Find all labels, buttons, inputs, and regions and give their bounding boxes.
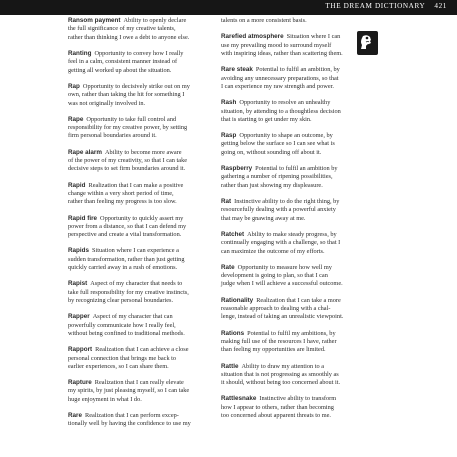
entry-term: Ranting	[68, 49, 92, 57]
entry-definition: going on, without sounding off about it.	[221, 148, 322, 156]
entry-term: Rapture	[68, 379, 92, 387]
entry-line	[221, 198, 353, 206]
entry-line	[68, 379, 200, 387]
entry-definition: that may be gnawing away at me.	[221, 214, 306, 222]
continued-text: talents on a more consistent basis.	[221, 17, 307, 24]
entry-term: Ransom payment	[68, 17, 121, 24]
dictionary-entry	[221, 132, 353, 157]
running-header	[0, 0, 457, 15]
entry-definition: how I appear to others, rather than becoming	[221, 403, 334, 411]
entry-definition: my spirits, by just pleasing myself, so I can take	[68, 387, 190, 395]
entry-definition: Realization that I can take a more	[256, 296, 341, 304]
entry-line	[68, 355, 200, 363]
dictionary-entry	[221, 33, 353, 58]
entry-definition: it should, without being too concerned about it.	[221, 379, 341, 387]
entry-term: Rapport	[68, 346, 93, 354]
entry-line	[68, 256, 200, 264]
entry-definition: getting all worked up about the situation.	[68, 66, 172, 74]
entry-line	[221, 132, 353, 140]
entry-definition: Potential to fulfil an ambition by	[255, 165, 338, 173]
entry-definition: Ability to draw my attention to a	[241, 362, 325, 370]
dictionary-entry	[68, 215, 200, 240]
entry-definition: sudden transformation, rather than just getting	[68, 255, 185, 263]
entry-definition: rather than just showing my displeasure.	[221, 181, 323, 189]
entry-line	[68, 313, 200, 321]
entry-term: Rate	[221, 263, 235, 271]
dictionary-entry	[221, 330, 353, 355]
entry-line	[68, 420, 200, 428]
entry-definition: without being confined to traditional methods.	[68, 329, 185, 337]
entry-term: Raspberry	[221, 165, 253, 173]
entry-line	[68, 322, 200, 330]
entry-term: Rapid	[68, 181, 86, 189]
entry-line	[68, 83, 200, 91]
entry-line	[221, 338, 353, 346]
entry-line	[68, 182, 200, 190]
entry-definition: tionally well by having the confidence to use my	[68, 420, 191, 428]
entry-line	[68, 50, 200, 58]
entry-definition: Situation where I can	[286, 33, 341, 41]
entry-line	[221, 346, 353, 354]
entry-definition: rather than feeling my progress is too slow.	[68, 198, 177, 206]
entry-definition: Opportunity to resolve an unhealthy	[239, 99, 331, 107]
entry-definition: responsibility for my creative power, by setting	[68, 124, 188, 132]
entry-term: Rationality	[221, 296, 254, 304]
entry-definition: own, rather than taking the hit for something I	[68, 91, 185, 99]
entry-line	[221, 182, 353, 190]
entry-definition: change within a very short period of time,	[68, 189, 174, 197]
entry-line	[221, 165, 353, 173]
entry-term: Rapids	[68, 247, 89, 255]
entry-definition: Ability to become more aware	[104, 148, 182, 156]
dictionary-entry	[221, 363, 353, 388]
entry-definition: judge when I will achieve a successful outcome.	[221, 280, 343, 288]
entry-definition: Aspect of my character that can	[92, 313, 173, 321]
entry-line	[68, 165, 200, 173]
entry-term: Ratchet	[221, 230, 245, 238]
entry-line	[68, 124, 200, 132]
dictionary-entry	[221, 231, 353, 256]
entry-definition: was not originally involved in.	[68, 99, 146, 107]
entry-line	[221, 379, 353, 387]
entry-definition: than feeling my opportunities are limited.	[221, 346, 326, 354]
entry-definition: Realization that I can make a positive	[88, 181, 184, 189]
entry-term: Rat	[221, 197, 232, 205]
entry-term: Rattlesnake	[221, 395, 257, 403]
entry-definition: too concerned about apparent threats to me.	[221, 412, 331, 420]
entry-definition: of the power of my creativity, so that I can take	[68, 157, 188, 165]
entry-line	[221, 42, 353, 50]
entry-definition: Realization that I can perform excep-	[85, 412, 179, 420]
book-title: THE DREAM DICTIONARY	[325, 2, 425, 10]
dictionary-entry	[221, 66, 353, 91]
entry-definition: Ability to openly declare	[123, 17, 187, 24]
entry-definition: situation that is not progressing as smoothly as	[221, 370, 339, 378]
dictionary-tab-icon	[357, 31, 378, 55]
entry-line	[68, 58, 200, 66]
entry-line	[221, 395, 353, 403]
dictionary-entry	[68, 182, 200, 207]
entry-line	[68, 247, 200, 255]
entry-definition: personal connection that brings me back to	[68, 354, 177, 362]
dictionary-entry	[221, 165, 353, 190]
entry-term: Rapid fire	[68, 214, 98, 222]
entry-term: Rattle	[221, 362, 239, 370]
entry-definition: continually engaging with a challenge, so that I	[221, 239, 341, 247]
entry-definition: gathering a number of ripening possibilities,	[221, 173, 333, 181]
entry-line	[221, 33, 353, 41]
entry-definition: Opportunity to shape an outcome, by	[239, 132, 333, 140]
dictionary-entry	[221, 99, 353, 124]
dictionary-entry	[68, 50, 200, 75]
entry-line	[221, 264, 353, 272]
right-column	[221, 17, 353, 428]
entry-term: Rape alarm	[68, 148, 102, 156]
entry-line	[221, 206, 353, 214]
entry-line	[221, 371, 353, 379]
entry-line	[221, 50, 353, 58]
entry-term: Rapper	[68, 313, 90, 321]
entry-line	[221, 412, 353, 420]
entry-line	[68, 17, 200, 25]
entry-line	[68, 280, 200, 288]
entry-term: Rare steak	[221, 66, 253, 74]
entry-term: Rash	[221, 99, 237, 107]
entry-term: Rarefied atmosphere	[221, 33, 284, 41]
entry-line	[68, 231, 200, 239]
entry-definition: power from a distance, so that I can defend my	[68, 222, 187, 230]
entry-line	[68, 346, 200, 354]
entry-definition: avoiding any unnecessary preparations, so that	[221, 74, 339, 82]
entry-definition: Opportunity to convey how I really	[94, 49, 184, 57]
entry-line	[221, 83, 353, 91]
dictionary-entry	[68, 280, 200, 305]
entry-definition: making full use of the resources I have, rather	[221, 337, 337, 345]
entry-definition: resourcefully dealing with a powerful anxiety	[221, 206, 336, 214]
dictionary-entry	[221, 198, 353, 223]
entry-term: Rapist	[68, 280, 88, 288]
entry-definition: quickly carried away in a rush of emotions.	[68, 264, 178, 272]
entry-term: Rape	[68, 115, 84, 123]
entry-definition: lenge, instead of taking an unrealistic viewpoint.	[221, 313, 344, 321]
entry-line	[68, 264, 200, 272]
entry-definition: Opportunity to decisively strike out on my	[82, 82, 190, 90]
entry-line	[221, 305, 353, 313]
entry-line	[68, 198, 200, 206]
entry-definition: perspective and create a vital transformation.	[68, 231, 182, 239]
entry-line	[221, 313, 353, 321]
entry-line	[221, 66, 353, 74]
entry-line	[68, 289, 200, 297]
entry-definition: use my prevailing mood to surround myself	[221, 41, 332, 49]
entry-line	[221, 99, 353, 107]
entry-line	[68, 67, 200, 75]
dictionary-entry	[68, 116, 200, 141]
entry-definition: reasonable approach to dealing with a chal-	[221, 305, 331, 313]
entry-term: Rations	[221, 329, 245, 337]
entry-line	[221, 297, 353, 305]
entry-line	[221, 404, 353, 412]
entry-line	[68, 396, 200, 404]
entry-line	[68, 149, 200, 157]
entry-definition: development is going to plan, so that I can	[221, 272, 328, 280]
entry-definition: rather than thinking I owe a debt to anyone else.	[68, 33, 190, 41]
entry-definition: Opportunity to quickly assert my	[100, 214, 184, 222]
entry-definition: Potential to fulfil my ambitions, by	[247, 329, 336, 337]
entry-line	[68, 132, 200, 140]
entry-line	[221, 231, 353, 239]
entry-definition: Instinctive ability to do the right thing, by	[234, 197, 340, 205]
entry-term: Rare	[68, 412, 83, 420]
entry-definition: getting below the surface so I can see what is	[221, 140, 335, 148]
entry-line	[68, 387, 200, 395]
dictionary-entry	[68, 412, 200, 429]
entry-line	[221, 140, 353, 148]
entry-definition: Aspect of my character that needs to	[90, 280, 183, 288]
header-text	[325, 2, 447, 10]
entry-line	[221, 239, 353, 247]
entry-line	[68, 363, 200, 371]
entry-line	[68, 116, 200, 124]
entry-definition: situation, by attending to a thoughtless decision	[221, 107, 341, 115]
entry-definition: Ability to make steady progress, by	[247, 230, 337, 238]
dictionary-entry	[221, 297, 353, 322]
entry-line	[221, 75, 353, 83]
entry-definition: can maximize the outcome of my efforts.	[221, 247, 325, 255]
entry-definition: Instinctive ability to transform	[259, 395, 337, 403]
page-number: 421	[434, 2, 447, 10]
entry-definition: Potential to fulfil an ambition, by	[255, 66, 340, 74]
entry-line	[68, 34, 200, 42]
entry-definition: feel in a calm, consistent manner instead of	[68, 58, 178, 66]
entry-line	[68, 330, 200, 338]
entry-line	[68, 215, 200, 223]
entry-definition: huge enjoyment in what I do.	[68, 395, 142, 403]
dictionary-entry	[68, 149, 200, 174]
entry-definition: Realization that I can achieve a close	[95, 346, 189, 354]
entry-definition: take full responsibility for my creative instincts,	[68, 288, 189, 296]
entry-line	[68, 412, 200, 420]
entry-definition: that is starting to get under my skin.	[221, 115, 312, 123]
entry-definition: powerfully communicate how I really feel,	[68, 321, 176, 329]
entry-definition: Opportunity to measure how well my	[237, 263, 332, 271]
entry-term: Rasp	[221, 132, 237, 140]
entry-definition: I can experience my raw strength and power.	[221, 82, 334, 90]
entry-line	[68, 100, 200, 108]
entry-line	[221, 272, 353, 280]
entry-definition: earlier experiences, so I can share them.	[68, 362, 169, 370]
entry-definition: firm personal boundaries around it.	[68, 132, 157, 140]
entry-definition: with inspiring ideas, rather than scattering them.	[221, 50, 343, 58]
dictionary-entry	[68, 379, 200, 404]
dictionary-entry	[68, 17, 200, 42]
entry-line	[68, 91, 200, 99]
entry-definition: Situation where I can experience a	[92, 247, 179, 255]
dictionary-entry	[68, 346, 200, 371]
entry-line	[68, 25, 200, 33]
entry-line	[68, 297, 200, 305]
entry-definition: Realization that I can really elevate	[94, 379, 184, 387]
entry-line	[221, 173, 353, 181]
entry-definition: Opportunity to take full control and	[86, 115, 177, 123]
dictionary-entry	[68, 83, 200, 108]
entry-definition: decisive steps to set firm boundaries around it.	[68, 165, 186, 173]
left-column	[68, 17, 200, 437]
entry-line	[221, 116, 353, 124]
entry-line	[221, 280, 353, 288]
entry-line	[221, 149, 353, 157]
entry-line	[221, 215, 353, 223]
entry-line	[68, 190, 200, 198]
dictionary-entry	[68, 313, 200, 338]
entry-definition: by recognizing clear personal boundaries.	[68, 297, 174, 305]
entry-definition: the full significance of my creative talents,	[68, 25, 176, 33]
dictionary-entry	[221, 264, 353, 289]
dictionary-entry	[68, 247, 200, 272]
entry-line	[68, 223, 200, 231]
entry-line	[221, 363, 353, 371]
entry-line	[221, 248, 353, 256]
entry-line	[68, 157, 200, 165]
entry-line	[221, 108, 353, 116]
dictionary-entry	[221, 395, 353, 420]
entry-term: Rap	[68, 82, 80, 90]
entry-line	[221, 330, 353, 338]
